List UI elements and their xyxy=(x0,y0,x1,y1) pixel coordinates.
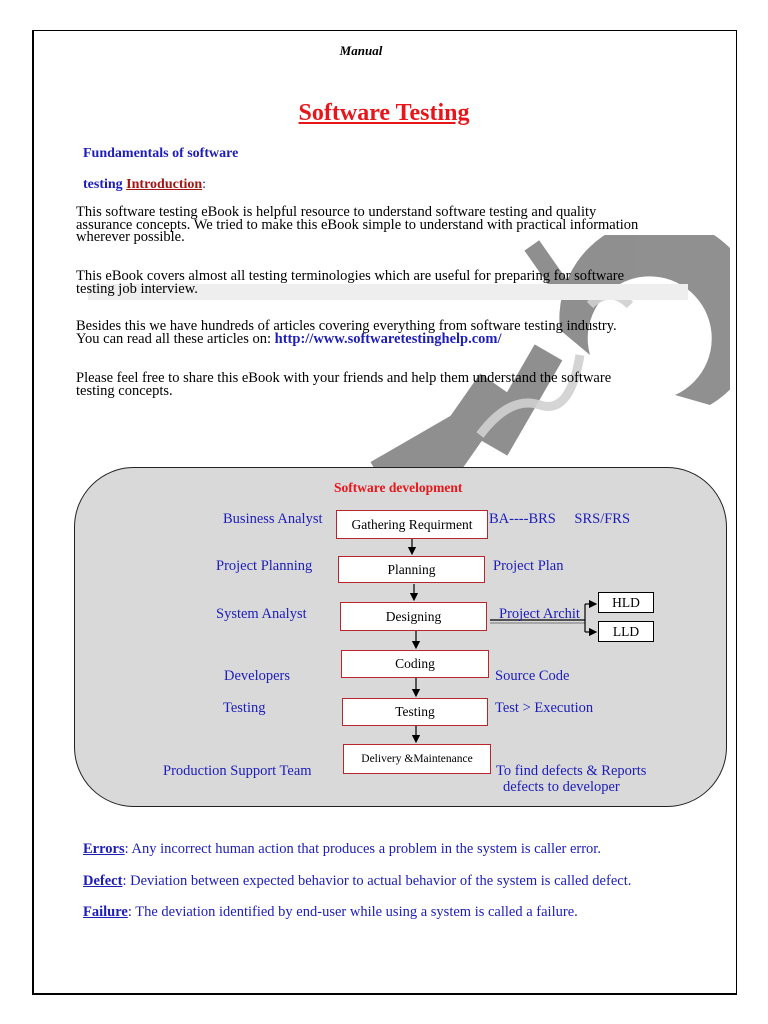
role-project-planning: Project Planning xyxy=(216,558,313,574)
definition-failure-text: : The deviation identified by end-user while using a system is called a failure. xyxy=(127,904,578,920)
intro-heading-colon: : xyxy=(202,177,207,192)
paragraph-2-line: testing job interview. xyxy=(76,280,198,297)
output-find-defects-line2: defects to developer xyxy=(503,779,620,795)
paragraph-1-line: This software testing eBook is helpful resource to understand software testing and quality xyxy=(76,204,597,220)
stage-gathering-requirment: Gathering Requirment xyxy=(336,510,488,539)
output-project-plan: Project Plan xyxy=(493,558,564,574)
term-errors: Errors xyxy=(83,841,125,857)
role-developers: Developers xyxy=(224,668,291,684)
introduction-link[interactable]: Introduction xyxy=(126,177,203,192)
definition-failure xyxy=(83,904,578,921)
flow-title: Software development xyxy=(334,480,463,495)
stage-designing: Designing xyxy=(340,602,487,631)
output-find-defects-line1: To find defects & Reports xyxy=(496,763,647,779)
definition-defect xyxy=(83,873,631,890)
hld-box: HLD xyxy=(598,592,654,613)
stage-delivery-maintenance: Delivery &Maintenance xyxy=(343,744,491,774)
output-source-code: Source Code xyxy=(495,668,570,684)
paragraph-1-line: wherever possible. xyxy=(76,229,185,245)
intro-heading-line1: Fundamentals of software xyxy=(83,146,239,161)
role-testing: Testing xyxy=(223,700,266,716)
definition-defect-text: : Deviation between expected behavior to actual behavior of the system is called defect. xyxy=(122,873,632,889)
role-production-support: Production Support Team xyxy=(163,763,312,779)
stage-coding: Coding xyxy=(341,650,489,678)
paragraph-1-line: assurance concepts. We tried to make this eBook simple to understand with practical information xyxy=(76,216,639,233)
stage-testing: Testing xyxy=(342,698,488,726)
paragraph-4-line: Please feel free to share this eBook with your friends and help them understand the software xyxy=(76,370,612,386)
term-defect: Defect xyxy=(83,873,123,889)
output-project-archit: Project Archit xyxy=(499,606,580,622)
term-failure: Failure xyxy=(83,904,128,920)
stage-planning: Planning xyxy=(338,556,485,583)
website-link[interactable]: http://www.softwaretestinghelp.com/ xyxy=(274,330,502,347)
output-ba-brs-srs: BA----BRS SRS/FRS xyxy=(489,511,616,527)
page-header: Manual xyxy=(339,43,383,58)
page-title: Software Testing xyxy=(298,100,470,126)
role-system-analyst: System Analyst xyxy=(216,606,307,622)
definition-errors-text: : Any incorrect human action that produces a problem in the system is caller error. xyxy=(124,841,601,857)
output-test-execution: Test > Execution xyxy=(495,700,594,716)
definition-errors xyxy=(83,841,601,858)
paragraph-2-line: This eBook covers almost all testing terminologies which are useful for preparing for software xyxy=(76,268,625,284)
lld-box: LLD xyxy=(598,621,654,642)
paragraph-3-prefix: You can read all these articles on: xyxy=(76,330,272,347)
intro-heading-prefix: testing xyxy=(83,177,123,192)
paragraph-3-line: Besides this we have hundreds of articles covering everything from software testing industry. xyxy=(76,318,617,334)
role-business-analyst: Business Analyst xyxy=(223,511,323,527)
paragraph-4-line: testing concepts. xyxy=(76,382,173,399)
